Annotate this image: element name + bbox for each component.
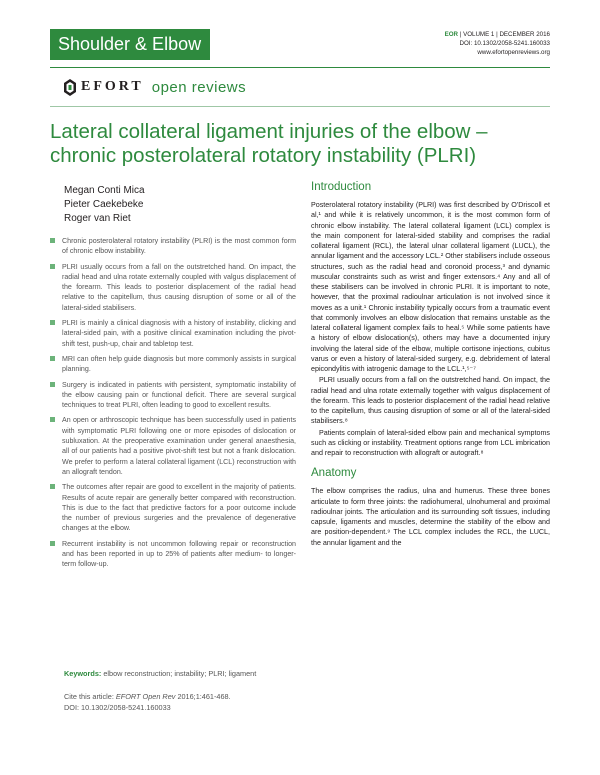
- key-point: Surgery is indicated in patients with persistent, symptomatic instability of the elbow causing pain or functional deficit. There are several surgical techniques to treat PLRI, often leading to good to excellent results.: [50, 380, 296, 411]
- journal-doi: DOI: 10.1302/2058-5241.160033: [459, 40, 550, 47]
- journal-abbrev: EOR: [444, 31, 459, 38]
- journal-website: www.efortopenreviews.org: [477, 49, 550, 56]
- bullet-square-icon: [50, 320, 55, 325]
- body-paragraph: PLRI usually occurs from a fall on the outstretched hand. On impact, the radial head and ulna rotate externally together with valgus displacement of the forearm. This leads to posterior displacement of the radial head relative to the capitellum, thus causing disruption of some or all of the lateral-sided stabilisers.⁸: [311, 376, 550, 426]
- journal-volume: VOLUME 1: [463, 31, 495, 38]
- key-point: PLRI usually occurs from a fall on the outstretched hand. On impact, the radial head and ulna rotate externally coupled with valgus displacement of the forearm. This leads to posterior displacement of the radial head relative to the capitellum, thus causing disruption of some or all of the lateral-sided stabilisers.: [50, 262, 296, 313]
- key-point: MRI can often help guide diagnosis but more commonly assists in surgical planning.: [50, 354, 296, 375]
- citation-doi: DOI: 10.1302/2058-5241.160033: [64, 702, 171, 712]
- section-label: Shoulder & Elbow: [58, 34, 202, 54]
- key-point: Chronic posterolateral rotatory instability (PLRI) is the most common form of chronic elbow instability.: [50, 236, 296, 257]
- logo-open-reviews-text: open reviews: [151, 78, 247, 96]
- bullet-square-icon: [50, 484, 55, 489]
- bullet-square-icon: [50, 541, 55, 546]
- author-name: Pieter Caekebeke: [64, 199, 144, 210]
- keywords-text: elbow reconstruction; instability; PLRI; ligament: [103, 669, 257, 678]
- body-paragraph: Posterolateral rotatory instability (PLRI) was first described by O'Driscoll et al,¹ and while it is relatively uncommon, it is the most common form of chronic elbow instability. The lateral collateral ligament (LCL) complex is the main component for lateral-sided stability and comprises the radial collateral ligament (RCL), the lateral ulnar collateral ligament (LUCL), the annular ligament and the accessory LCL.² Other stabilisers include osseous structures, such as the radial head and coronoid process,³ and dynamic muscular constraints such as wrist and finger extensors.⁴ Any and all of these stabilisers can be involved in chronic PLRI. It is important to note, however, that the proximal radioulnar articulation is not involved since it moves as a unit.¹ Chronic instability typically occurs from a traumatic event that commonly involves an elbow dislocation that remains unstable as the lateral collateral ligament complex fails to heal.⁵ While some patients have a history of elbow dislocation(s), others may have a documented injury involving the lateral side of the elbow, multiple cortisone injections, cubitus varus or even a history of lateral-sided surgery, e.g. debridement of lateral epicondylitis with iatrogenic damage to the LCL.¹,⁵⁻⁷: [311, 201, 550, 373]
- bullet-square-icon: [50, 356, 55, 361]
- keywords-label: Keywords:: [64, 669, 102, 678]
- citation-prefix: Cite this article:: [64, 692, 114, 701]
- journal-logo: [64, 74, 246, 100]
- citation-journal: EFORT Open Rev: [115, 692, 176, 701]
- section-tab: [50, 29, 210, 60]
- keywords: [64, 669, 304, 679]
- key-point: The outcomes after repair are good to excellent in the majority of patients. Results of acute repair are generally better compared with reconstruction. This is due to the fact that predictive factors for a poor outcome include the number of previous surgeries and the prevalence of degenerative changes at the elbow.: [50, 482, 296, 533]
- header-rule: [50, 67, 550, 68]
- key-point: An open or arthroscopic technique has been successfully used in patients with symptomatic PLRI following one or more episodes of dislocation or subluxation. At the preoperative examination under general anaesthesia, all of our patients had a positive pivot-shift test but not a frank dislocation. We prefer to perform a lateral collateral ligament (LCL) reconstruction with an allograft tendon.: [50, 415, 296, 477]
- journal-date: DECEMBER 2016: [499, 31, 550, 38]
- author-name: Roger van Riet: [64, 213, 131, 224]
- journal-meta: EOR | VOLUME 1 | DECEMBER 2016 DOI: 10.1302/2058-5241.160033 www.efortopenreviews.org: [444, 31, 550, 56]
- body-column: [311, 181, 550, 548]
- bullet-square-icon: [50, 382, 55, 387]
- bullet-square-icon: [50, 417, 55, 422]
- logo-rule: [50, 106, 550, 107]
- anatomy-heading: Anatomy: [311, 467, 357, 480]
- key-points-list: [50, 236, 296, 575]
- citation-ref: 2016;1:461-468.: [177, 692, 231, 701]
- author-list: [64, 184, 145, 226]
- author-name: Megan Conti Mica: [64, 185, 145, 196]
- introduction-heading: Introduction: [311, 181, 372, 193]
- bullet-square-icon: [50, 264, 55, 269]
- body-paragraph: The elbow comprises the radius, ulna and humerus. These three bones articulate to form three joints: the radiohumeral, ulnohumeral and proximal radioulnar joints. The articulation and its surrounding soft tissues, including capsule, ligaments and muscles, determine the stability of the elbow and are position-dependent.⁹ The LCL complex includes the RCL, the LUCL, the annular ligament and the: [311, 487, 550, 547]
- citation: [64, 692, 304, 713]
- logo-efort-text: EFORT: [81, 79, 144, 94]
- bullet-square-icon: [50, 238, 55, 243]
- body-paragraph: Patients complain of lateral-sided elbow pain and mechanical symptoms such as clicking or instability. Treatment options range from LCL imbrication and repair to reconstruction with allograft or autograft.⁸: [311, 428, 550, 457]
- article-title: Lateral collateral ligament injuries of the elbow – chronic posterolateral rotatory instability (PLRI): [50, 120, 488, 167]
- efort-logo-icon: [64, 79, 76, 96]
- key-point: PLRI is mainly a clinical diagnosis with a history of instability, clicking and lateral-sided pain, with a positive clinical examination including the pivot-shift test, push-up, chair and tabletop test.: [50, 318, 296, 349]
- key-point: Recurrent instability is not uncommon following repair or reconstruction and has been reported in up to 25% of patients after medium- to longer-term follow-up.: [50, 539, 296, 570]
